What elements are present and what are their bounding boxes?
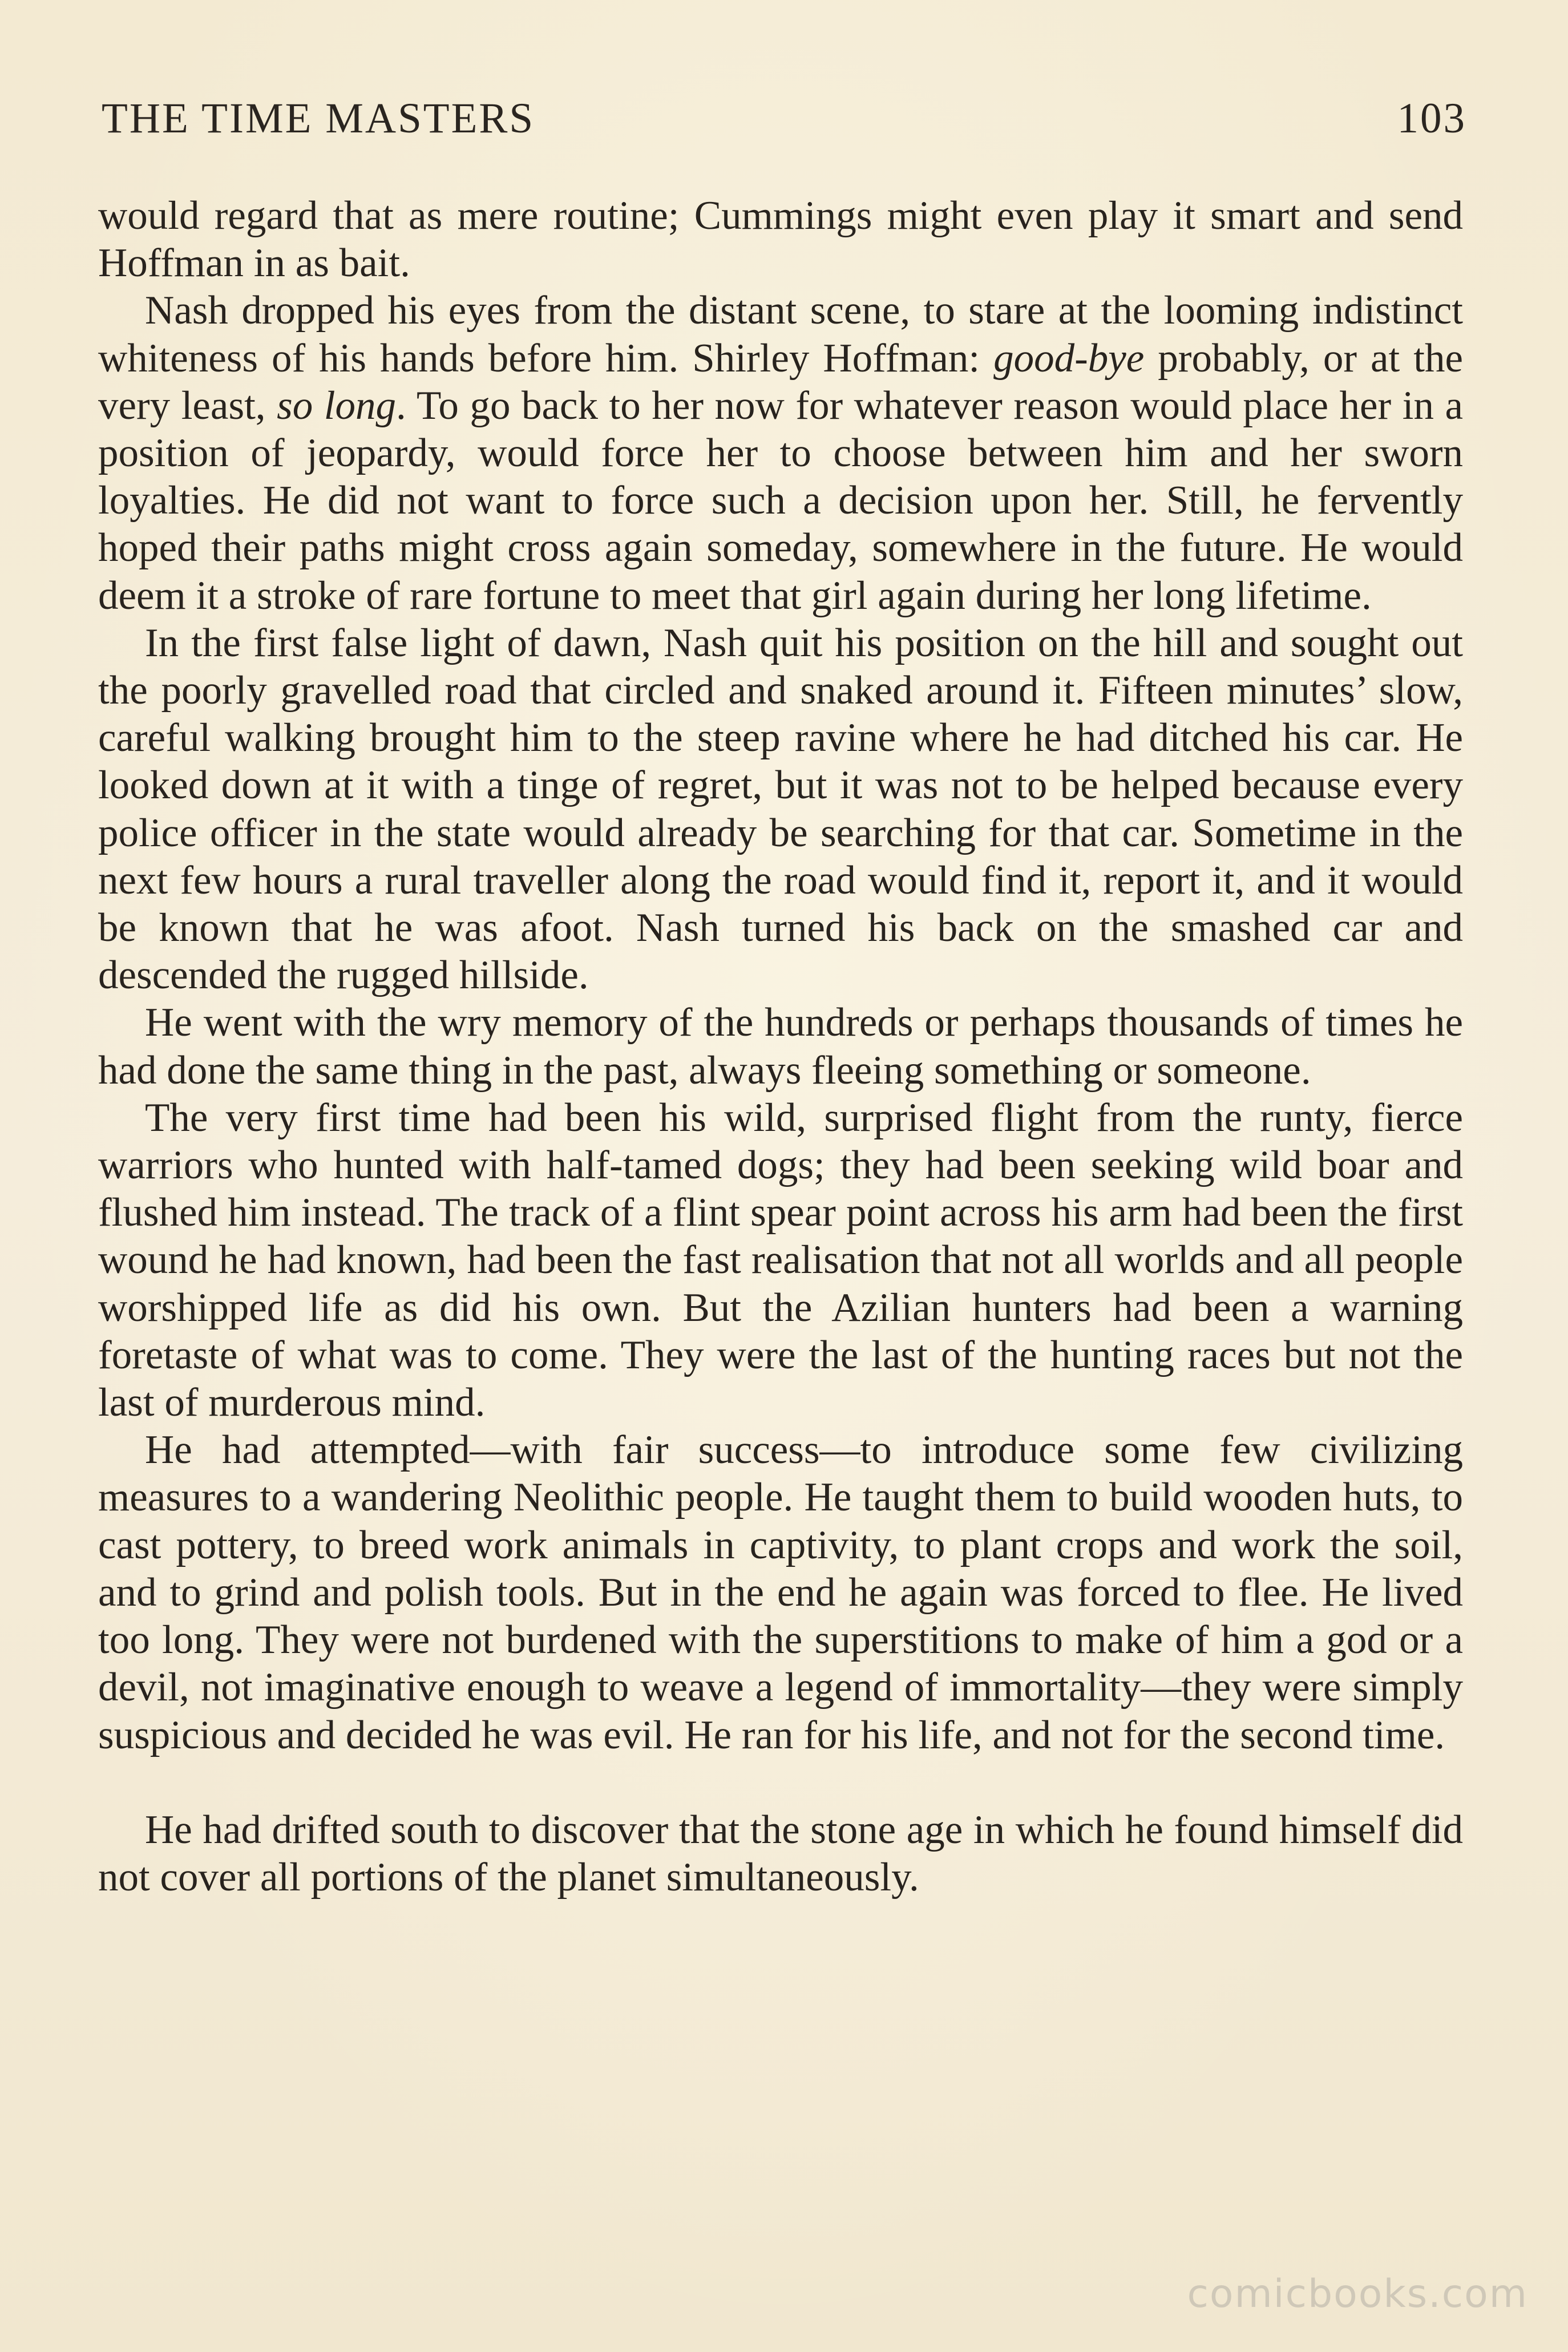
running-header [102,94,1466,157]
text-run: He had attempted—with fair success—to introduce some few civilizing measures to a wandering Neolithic people. He taught them to build wooden huts, to cast pottery, to breed work animals in captivity, to plant crops and work the soil, and to grind and polish tools. But in the end he again was forced to flee. He lived too long. They were not burdened with the superstitions to make of him a god or a devil, not imaginative enough to weave a legend of immortality—they were simply suspicious and decided he was evil. He ran for his life, and not for the second time. [98,1428,1463,1757]
text-run: He had drifted south to discover that the stone age in which he found himself did not cover all portions of the planet simultaneously. [98,1807,1463,1900]
text-run: In the first false light of dawn, Nash quit his position on the hill and sought out the poorly gravelled road that circled and snaked around it. Fifteen minutes’ slow, careful walking brought him to the steep ravine where he had ditched his car. He looked down at it with a tinge of regret, but it was not to be helped because every police officer in the state would already be searching for that car. Sometime in the next few hours a rural traveller along the road would find it, report it, and it would be known that he was afoot. Nash turned his back on the smashed car and descended the rugged hillside. [98,620,1463,998]
page-number: 103 [1397,95,1466,142]
paragraph [98,620,1463,1000]
body-text [98,192,1463,1901]
paragraph [98,1426,1463,1759]
paragraph [98,1094,1463,1426]
italic-run: so long [277,383,396,428]
italic-run: good-bye [993,336,1145,381]
paragraph [98,1807,1463,1901]
text-run: Nash dropped his eyes from the distant scene, to stare at the looming indistinct whiteness of his hands before him. Shirley Hoffman: [98,288,1463,381]
text-run: . To go back to her now for whatever reason would place her in a position of jeopardy, would force her to choose between him and her sworn loyalties. He did not want to force such a decision upon her. Still, he fervently hoped their paths might cross again someday, somewhere in the future. He would deem it a stroke of rare fortune to meet that girl again during her long lifetime. [98,383,1464,618]
text-run: would regard that as mere routine; Cummings might even play it smart and send Hoffman in as bait. [98,193,1463,286]
text-run: He went with the wry memory of the hundreds or perhaps thousands of times he had done the same thing in the past, always fleeing something or someone. [98,1000,1463,1093]
text-run: probably, or at the very least, [98,336,1463,428]
paragraph [98,287,1463,619]
watermark: comicbooks.com [1187,2272,1528,2317]
running-title: THE TIME MASTERS [102,95,535,142]
paragraph [98,999,1463,1094]
text-run: The very first time had been his wild, surprised flight from the runty, fierce warriors who hunted with half-tamed dogs; they had been seeking wild boar and flushed him instead. The track of a flint spear point across his arm had been the first wound he had known, had been the fast realisation that not all worlds and all people worshipped life as did his own. But the Azilian hunters had been a warning foretaste of what was to come. They were the last of the hunting races but not the last of murderous mind. [98,1095,1463,1425]
paragraph [98,192,1463,287]
